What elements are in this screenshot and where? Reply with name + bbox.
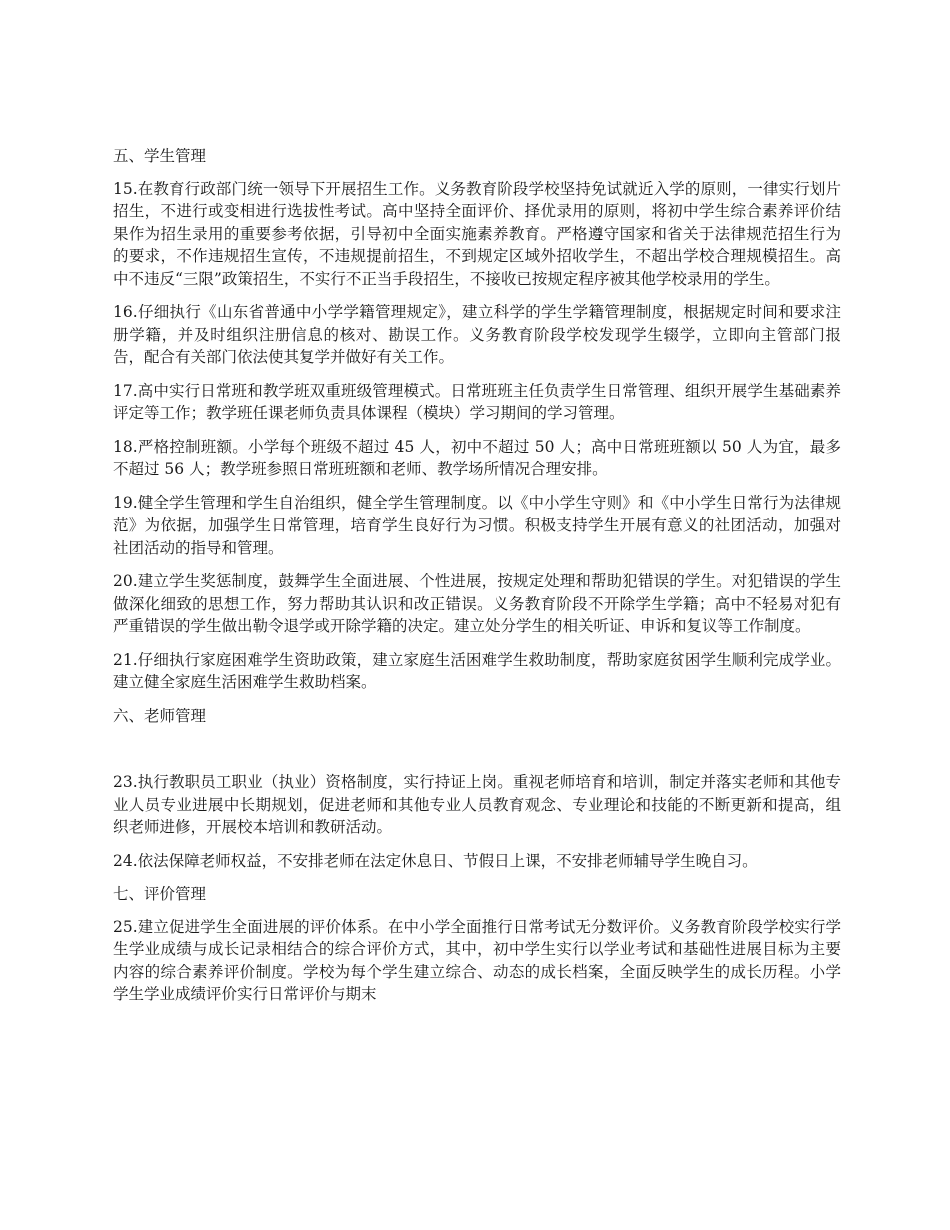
paragraph-20: 20.建立学生奖惩制度，鼓舞学生全面进展、个性进展，按规定处理和帮助犯错误的学生。对犯错误的学生做深化细致的思想工作，努力帮助其认识和改正错误。义务教育阶段不开除学生学籍；高中不轻易对犯有严重错误的学生做出勒令退学或开除学籍的决定。建立处分学生的相关听证、申诉和复议等工作制度。 (113, 572, 841, 635)
paragraph-21: 21.仔细执行家庭困难学生资助政策，建立家庭生活困难学生救助制度，帮助家庭贫困学生顺利完成学业。建立健全家庭生活困难学生救助档案。 (113, 650, 841, 691)
paragraph-25: 25.建立促进学生全面进展的评价体系。在中小学全面推行日常考试无分数评价。义务教育阶段学校实行学生学业成绩与成长记录相结合的综合评价方式，其中，初中学生实行以学业考试和基础性进展目标为主要内容的综合素养评价制度。学校为每个学生建立综合、动态的成长档案，全面反映学生的成长历程。小学学生学业成绩评价实行日常评价与期末 (113, 917, 841, 1003)
blank-gap (113, 737, 841, 771)
paragraph-16: 16.仔细执行《山东省普通中小学学籍管理规定》，建立科学的学生学籍管理制度，根据规定时间和要求注册学籍，并及时组织注册信息的核对、勘误工作。义务教育阶段学校发现学生辍学，立即向主管部门报告，配合有关部门依法使其复学并做好有关工作。 (113, 303, 841, 366)
section-heading-teacher-management: 六、老师管理 (113, 706, 207, 725)
section-heading-evaluation-management: 七、评价管理 (113, 885, 207, 903)
paragraph-23: 23.执行教职员工职业（执业）资格制度，实行持证上岗。重视老师培育和培训，制定并落实老师和其他专业人员专业进展中长期规划，促进老师和其他专业人员教育观念、专业理论和技能的不断更新和提高，组织老师进修，开展校本培训和教研活动。 (113, 773, 841, 836)
paragraph-15: 15.在教育行政部门统一领导下开展招生工作。义务教育阶段学校坚持免试就近入学的原则，一律实行划片招生，不进行或变相进行选拔性考试。高中坚持全面评价、择优录用的原则，将初中学生综合素养评价结果作为招生录用的重要参考依据，引导初中全面实施素养教育。严格遵守国家和省关于法律规范招生行为的要求，不作违规招生宣传，不违规提前招生，不到规定区域外招收学生，不超出学校合理规模招生。高中不违反“三限”政策招生，不实行不正当手段招生，不接收已按规定程序被其他学校录用的学生。 (113, 179, 841, 288)
paragraph-18: 18.严格控制班额。小学每个班级不超过 45 人，初中不超过 50 人；高中日常班班额以 50 人为宜，最多不超过 56 人；教学班参照日常班班额和老师、教学场所情况合理安排。 (113, 437, 841, 478)
section-heading-student-management: 五、学生管理 (113, 147, 207, 165)
paragraph-24: 24.依法保障老师权益，不安排老师在法定休息日、节假日上课，不安排老师辅导学生晚自习。 (113, 851, 758, 870)
document-body (113, 145, 841, 1017)
paragraph-19: 19.健全学生管理和学生自治组织，健全学生管理制度。以《中小学生守则》和《中小学生日常行为法律规范》为依据，加强学生日常管理，培育学生良好行为习惯。积极支持学生开展有意义的社团活动，加强对社团活动的指导和管理。 (113, 493, 841, 557)
paragraph-17: 17.高中实行日常班和教学班双重班级管理模式。日常班班主任负责学生日常管理、组织开展学生基础素养评定等工作；教学班任课老师负责具体课程（模块）学习期间的学习管理。 (113, 381, 841, 422)
